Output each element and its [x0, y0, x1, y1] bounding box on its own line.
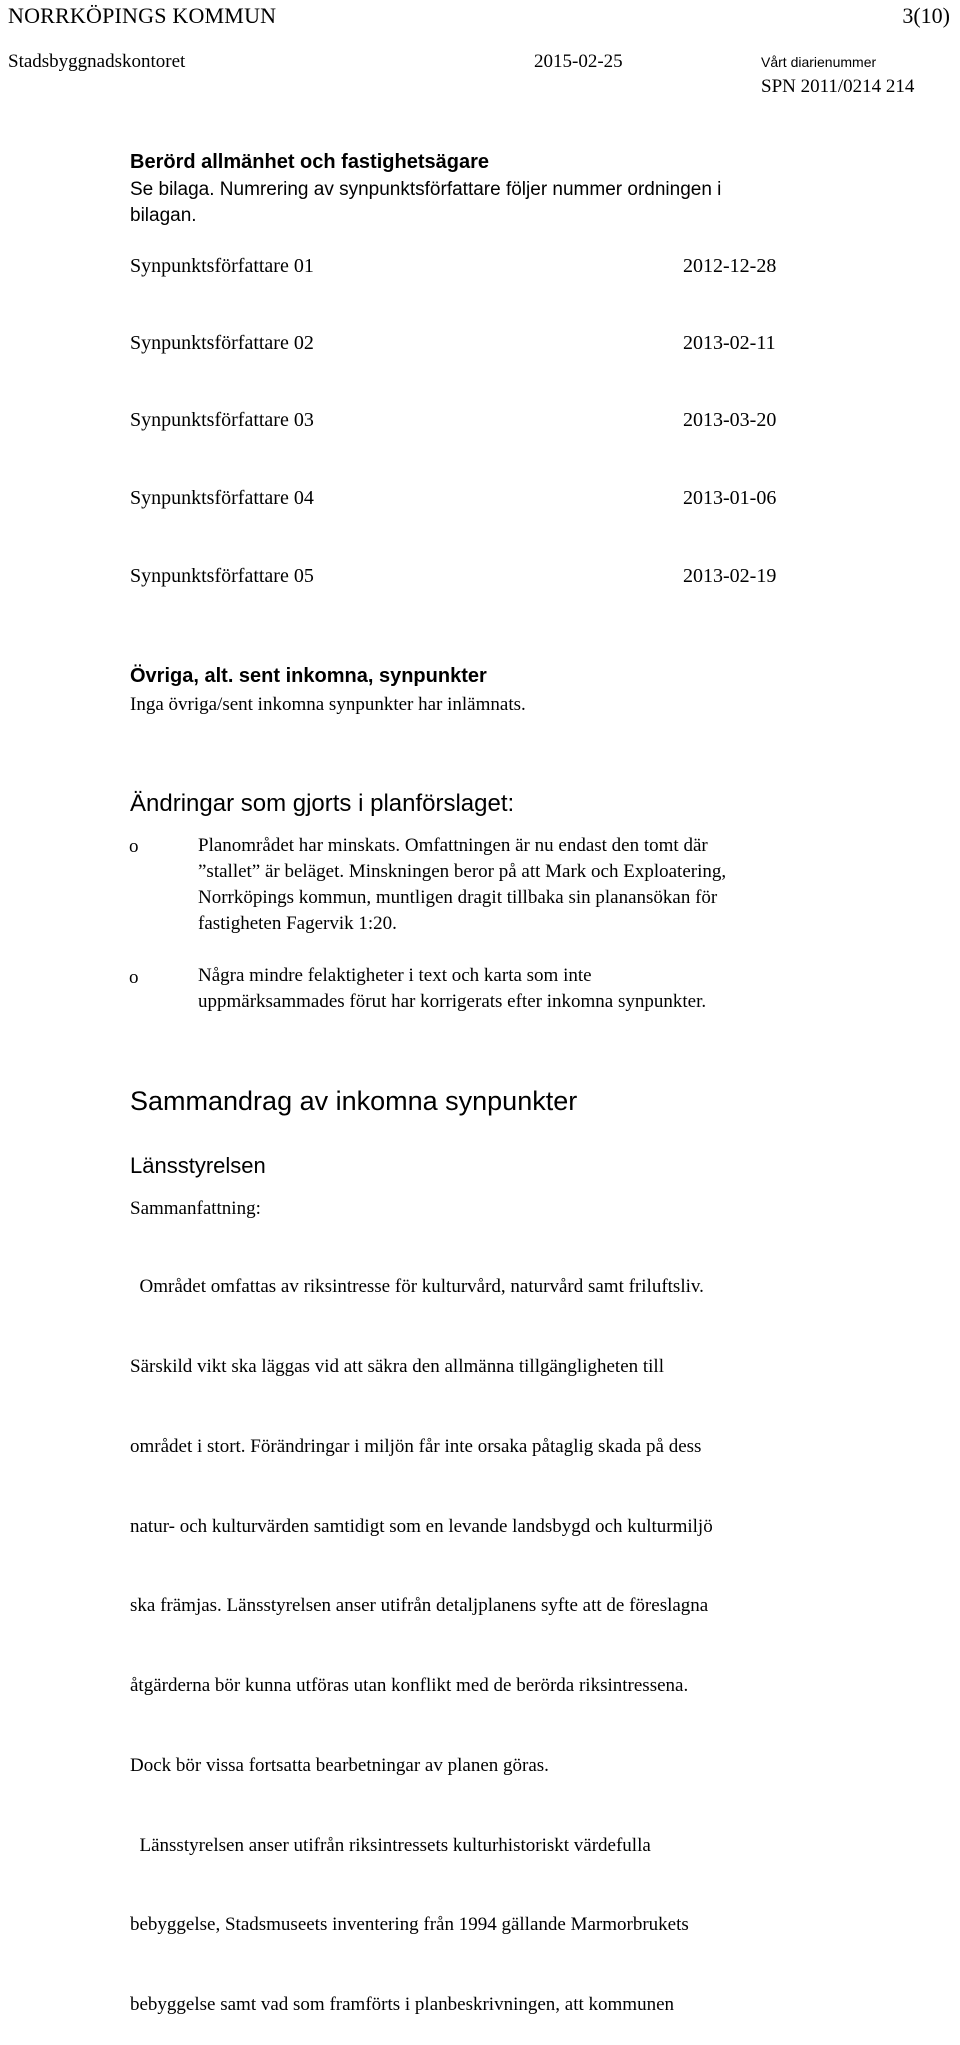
author-name: Synpunktsförfattare 02 — [130, 332, 314, 354]
change-item-line: uppmärksammades förut har korrigerats efter inkomna synpunkter. — [198, 991, 707, 1012]
summary-line: Området omfattas av riksintresse för kulturvård, naturvård samt friluftsliv. — [130, 1276, 704, 1298]
section-public-line: Se bilaga. Numrering av synpunktsförfattare följer nummer ordningen i — [130, 179, 722, 200]
summary-line: Dock bör vissa fortsatta bearbetningar av planen göras. — [130, 1754, 549, 1776]
summary-line: bebyggelse, Stadsmuseets inventering från 1994 gällande Marmorbrukets — [130, 1914, 689, 1936]
summary-label: Sammanfattning: — [130, 1198, 261, 1219]
author-date: 2013-02-11 — [683, 332, 776, 354]
section-public-heading: Berörd allmänhet och fastighetsägare — [130, 151, 489, 173]
summary-line: natur- och kulturvärden samtidigt som en levande landsbygd och kulturmiljö — [130, 1515, 713, 1537]
author-date: 2012-12-28 — [683, 255, 777, 277]
section-other-heading: Övriga, alt. sent inkomna, synpunkter — [130, 665, 487, 687]
author-name: Synpunktsförfattare 04 — [130, 487, 314, 509]
author-name: Synpunktsförfattare 05 — [130, 565, 314, 587]
reference-label: Vårt diarienummer — [761, 54, 877, 70]
summary-paragraph — [130, 1221, 890, 2045]
section-summary-subheading: Länsstyrelsen — [130, 1153, 266, 1178]
page-number: 3(10) — [902, 3, 950, 28]
section-other-text: Inga övriga/sent inkomna synpunkter har inlämnats. — [130, 694, 526, 715]
change-item-line: ”stallet” är beläget. Minskningen beror på att Mark och Exploatering, — [198, 861, 727, 882]
change-item — [198, 833, 878, 937]
author-date: 2013-03-20 — [683, 409, 777, 431]
summary-line: Särskild vikt ska läggas vid att säkra den allmänna tillgängligheten till — [130, 1355, 664, 1377]
change-item-line: Norrköpings kommun, muntligen dragit tillbaka sin planansökan för — [198, 887, 718, 908]
section-changes-heading: Ändringar som gjorts i planförslaget: — [130, 790, 515, 817]
summary-line: området i stort. Förändringar i miljön får inte orsaka påtaglig skada på dess — [130, 1435, 702, 1457]
author-date: 2013-01-06 — [683, 487, 777, 509]
bullet-marker: o — [129, 967, 139, 988]
section-public-line: bilagan. — [130, 205, 197, 226]
change-item-line: fastigheten Fagervik 1:20. — [198, 913, 397, 934]
summary-line: ska främjas. Länsstyrelsen anser utifrån detaljplanens syfte att de föreslagna — [130, 1595, 709, 1617]
change-item-line: Planområdet har minskats. Omfattningen är nu endast den tomt där — [198, 835, 708, 856]
change-item — [198, 963, 878, 1015]
section-summary-heading: Sammandrag av inkomna synpunkter — [130, 1086, 578, 1116]
bullet-marker: o — [129, 836, 139, 857]
department-name: Stadsbyggnadskontoret — [8, 51, 186, 72]
summary-line: bebyggelse samt vad som framförts i planbeskrivningen, att kommunen — [130, 1994, 675, 2016]
summary-line: åtgärderna bör kunna utföras utan konflikt med de berörda riksintressena. — [130, 1675, 689, 1697]
change-item-line: Några mindre felaktigheter i text och karta som inte — [198, 965, 592, 986]
author-name: Synpunktsförfattare 03 — [130, 409, 314, 431]
author-date: 2013-02-19 — [683, 565, 777, 587]
organization-name: NORRKÖPINGS KOMMUN — [8, 3, 277, 28]
author-name: Synpunktsförfattare 01 — [130, 255, 314, 277]
document-date: 2015-02-25 — [534, 51, 623, 72]
summary-line: Länsstyrelsen anser utifrån riksintressets kulturhistoriskt värdefulla — [130, 1834, 651, 1856]
reference-number: SPN 2011/0214 214 — [761, 76, 915, 97]
